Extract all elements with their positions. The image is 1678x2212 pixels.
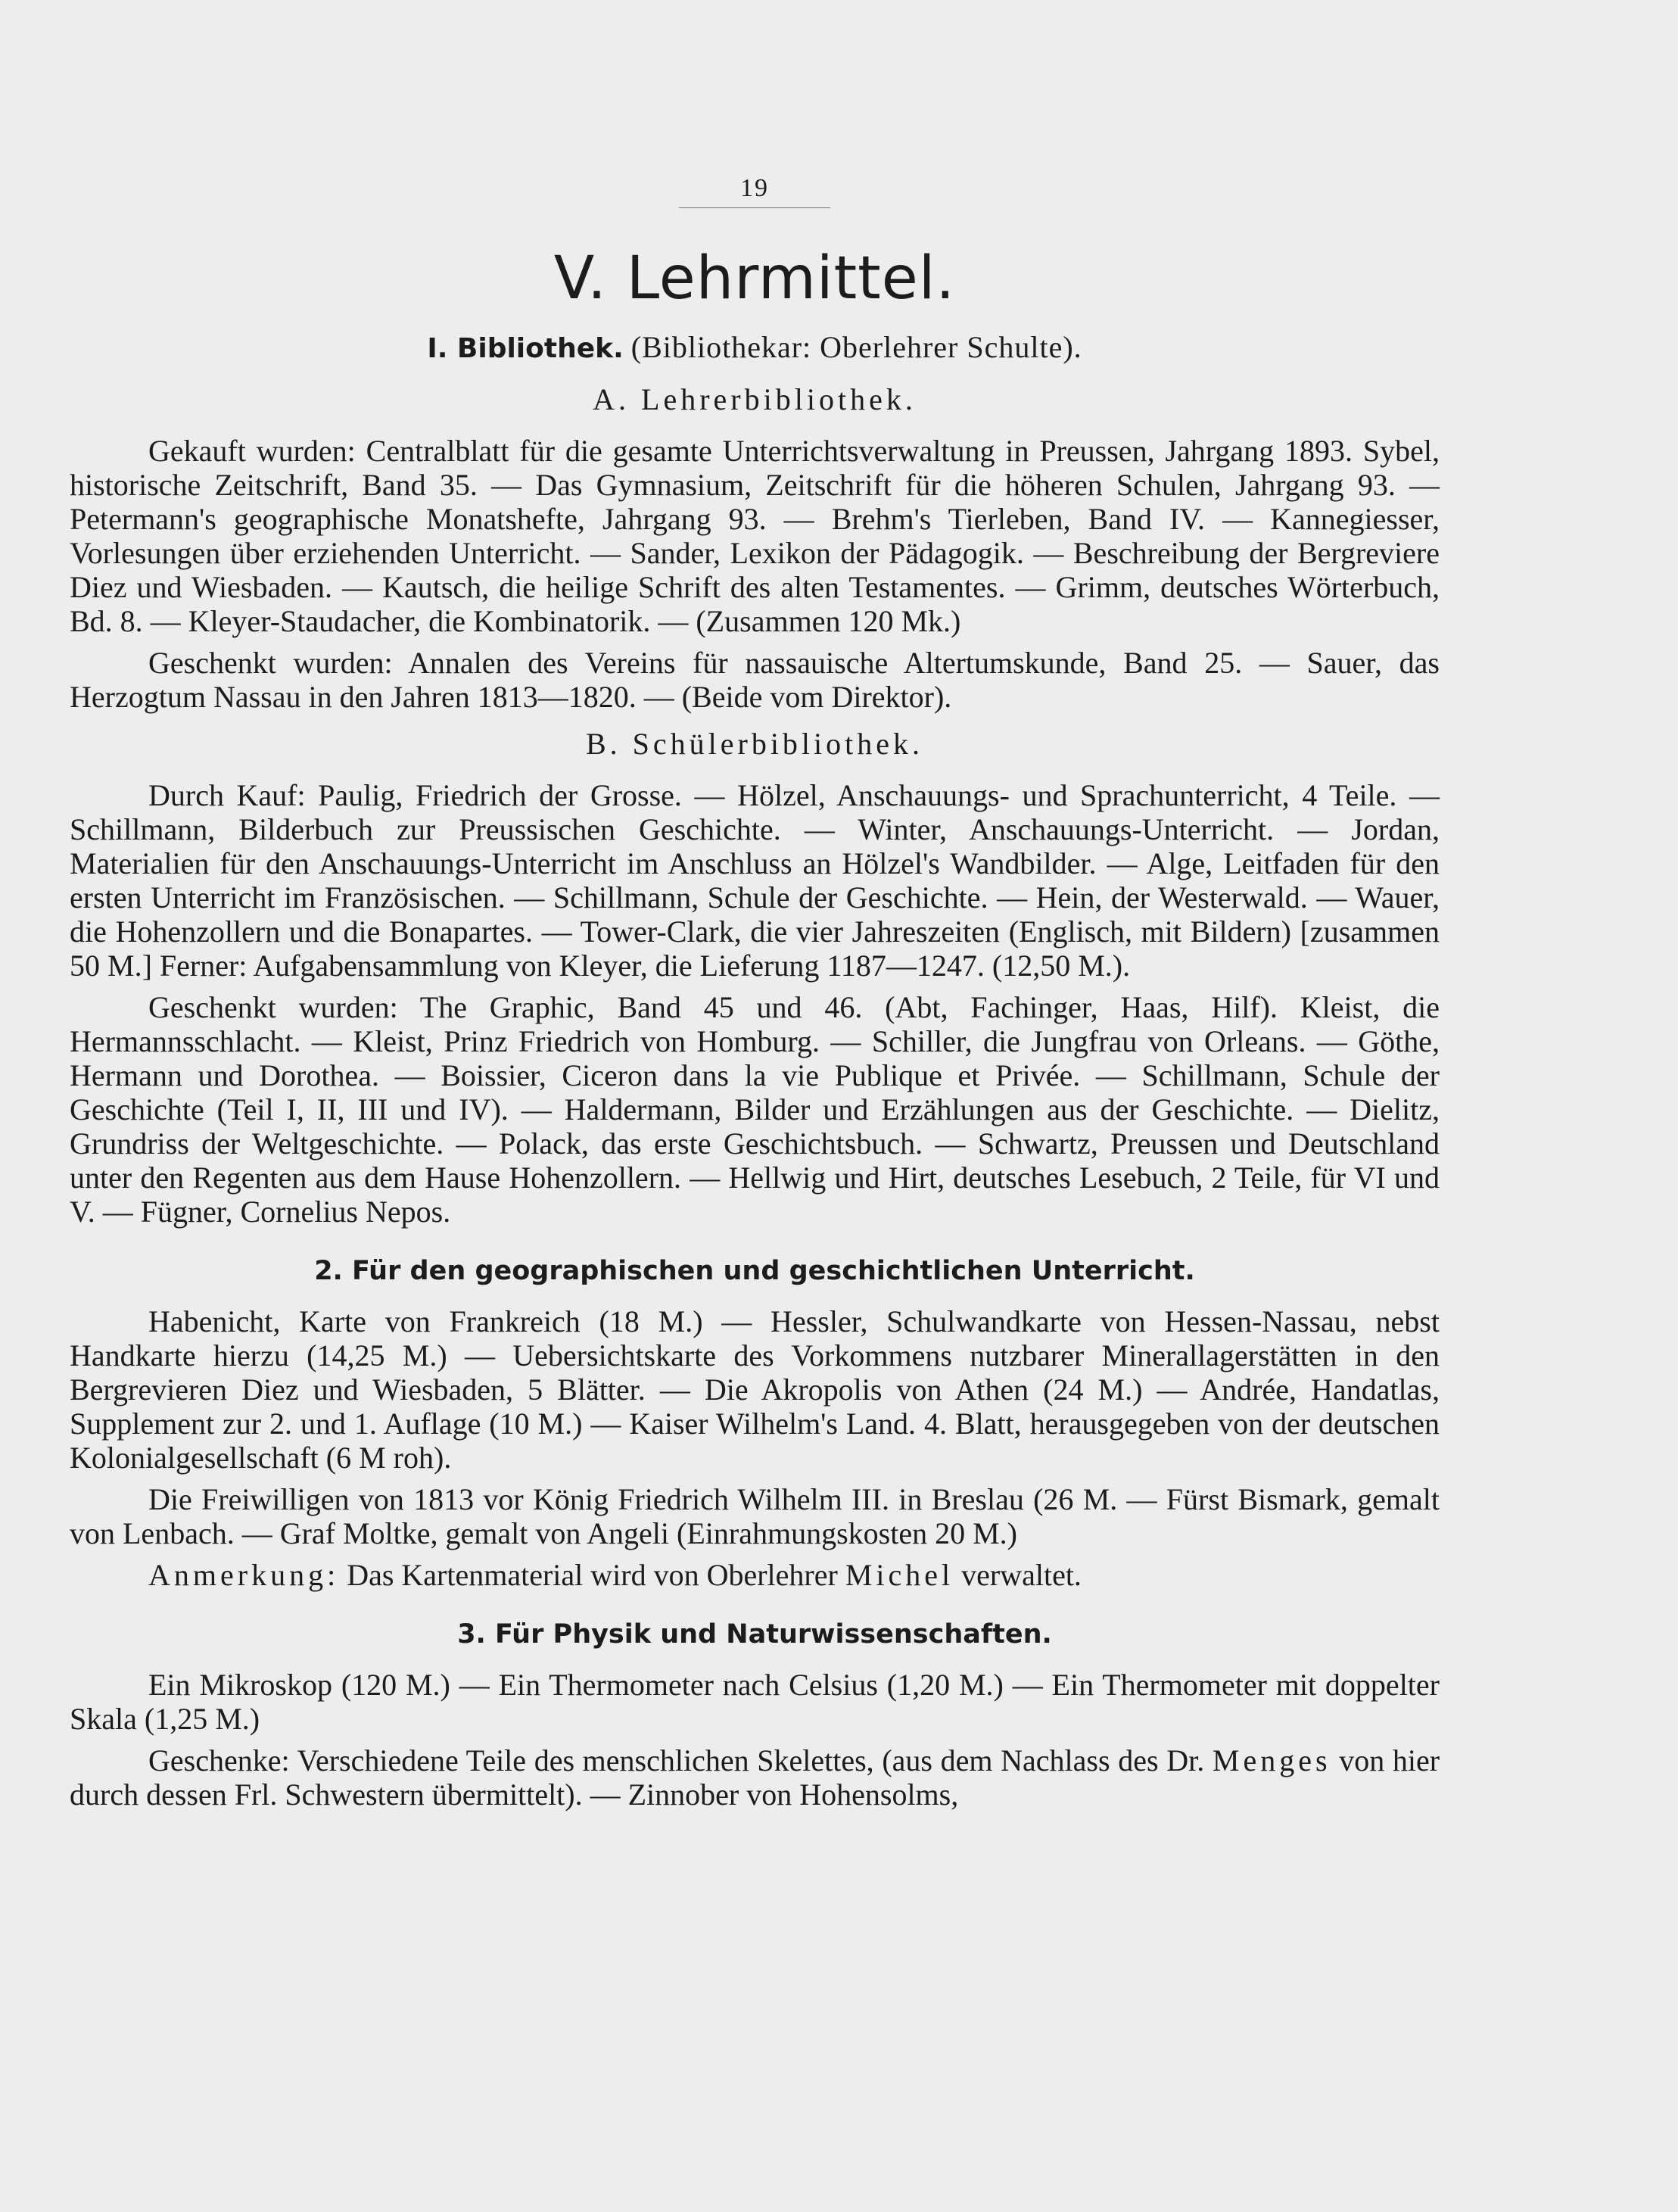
geschenke-name: Menges	[1212, 1743, 1331, 1777]
page-number: 19	[679, 174, 830, 208]
section-heading-geographie: 2. Für den geographischen und geschichtlichen Unterricht.	[314, 1256, 1195, 1286]
paragraph-geographie-bilder: Die Freiwilligen von 1813 vor König Friedrich Wilhelm III. in Breslau (26 M. — Fürst Bismark, gemalt von Lenbach. — Graf Moltke, gemalt von Angeli (Einrahmungskosten 20 M.)	[70, 1482, 1440, 1550]
paragraph-physik-geschenke	[70, 1743, 1440, 1812]
anmerkung-text-before: Das Kartenmaterial wird von Oberlehrer	[347, 1558, 838, 1592]
paragraph-lehrer-geschenkt: Geschenkt wurden: Annalen des Vereins für nassauische Altertumskunde, Band 25. — Sauer, das Herzogtum Nassau in den Jahren 1813—1820. — (Beide vom Direktor).	[70, 646, 1440, 714]
paragraph-geographie-karten: Habenicht, Karte von Frankreich (18 M.) — Hessler, Schulwandkarte von Hessen-Nassau, nebst Handkarte hierzu (14,25 M.) — Uebersichtskarte des Vorkommens nutzbarer Minerallagerstätten in den Bergrevieren Diez und Wiesbaden, 5 Blätter. — Die Akropolis von Athen (24 M.) — Andrée, Handatlas, Supplement zur 2. und 1. Auflage (10 M.) — Kaiser Wilhelm's Land. 4. Blatt, herausgegeben von der deutschen Kolonialgesellschaft (6 M roh).	[70, 1304, 1440, 1475]
section-note-bibliothekar: (Bibliothekar: Oberlehrer Schulte).	[630, 330, 1082, 364]
paragraph-schueler-geschenkt: Geschenkt wurden: The Graphic, Band 45 und 46. (Abt, Fachinger, Haas, Hilf). Kleist, die Hermannsschlacht. — Kleist, Prinz Friedrich von Homburg. — Schiller, die Jungfrau von Orleans. — Göthe, Hermann und Dorothea. — Boissier, Ciceron dans la vie Publique et Privée. — Schillmann, Schule der Geschichte (Teil I, II, III und IV). — Haldermann, Bilder und Erzählungen aus der Geschichte. — Dielitz, Grundriss der Weltgeschichte. — Polack, das erste Geschichtsbuch. — Schwartz, Preussen und Deutschland unter den Regenten aus dem Hause Hohenzollern. — Hellwig und Hirt, deutsches Lesebuch, 2 Teile, für VI und V. — Fügner, Cornelius Nepos.	[70, 990, 1440, 1229]
paragraph-physik-instrumente: Ein Mikroskop (120 M.) — Ein Thermometer nach Celsius (1,20 M.) — Ein Thermometer mit doppelter Skala (1,25 M.)	[70, 1668, 1440, 1736]
section-heading-bibliothek	[70, 329, 1440, 365]
section-heading-physik: 3. Für Physik und Naturwissenschaften.	[457, 1619, 1052, 1650]
geschenke-text-before: Geschenke: Verschiedene Teile des menschlichen Skelettes, (aus dem Nachlass des Dr.	[148, 1743, 1205, 1777]
anmerkung-label: Anmerkung:	[148, 1558, 340, 1592]
chapter-title: V. Lehrmittel.	[553, 245, 956, 313]
anmerkung-text-after: verwaltet.	[961, 1558, 1082, 1592]
subsection-heading-lehrerbibliothek: A. Lehrerbibliothek.	[593, 382, 917, 416]
subsection-heading-schuelerbibliothek: B. Schülerbibliothek.	[585, 727, 924, 761]
paragraph-lehrer-gekauft: Gekauft wurden: Centralblatt für die gesamte Unterrichtsverwaltung in Preussen, Jahrgang 1893. Sybel, historische Zeitschrift, Band 35. — Das Gymnasium, Zeitschrift für die höheren Schulen, Jahrgang 93. — Petermann's geographische Monatshefte, Jahrgang 93. — Brehm's Tierleben, Band IV. — Kannegiesser, Vorlesungen über erziehenden Unterricht. — Sander, Lexikon der Pädagogik. — Beschreibung der Bergreviere Diez und Wiesbaden. — Kautsch, die heilige Schrift des alten Testamentes. — Grimm, deutsches Wörterbuch, Bd. 8. — Kleyer-Staudacher, die Kombinatorik. — (Zusammen 120 Mk.)	[70, 434, 1440, 638]
anmerkung-name: Michel	[845, 1558, 954, 1592]
page-content	[70, 174, 1440, 1819]
section-title-bibliothek: I. Bibliothek.	[427, 333, 624, 364]
paragraph-anmerkung	[70, 1558, 1440, 1592]
geschenke-text-after: von hier durch dessen Frl. Schwestern übermittelt). — Zinnober von Hohensolms,	[70, 1743, 1440, 1812]
paragraph-schueler-kauf: Durch Kauf: Paulig, Friedrich der Grosse. — Hölzel, Anschauungs- und Sprachunterricht, 4 Teile. — Schillmann, Bilderbuch zur Preussischen Geschichte. — Winter, Anschauungs-Unterricht. — Jordan, Materialien für den Anschauungs-Unterricht im Anschluss an Hölzel's Wandbilder. — Alge, Leitfaden für den ersten Unterricht im Französischen. — Schillmann, Schule der Geschichte. — Hein, der Westerwald. — Wauer, die Hohenzollern und die Bonapartes. — Tower-Clark, die vier Jahreszeiten (Englisch, mit Bildern) [zusammen 50 M.] Ferner: Aufgabensammlung von Kleyer, die Lieferung 1187—1247. (12,50 M.).	[70, 778, 1440, 983]
